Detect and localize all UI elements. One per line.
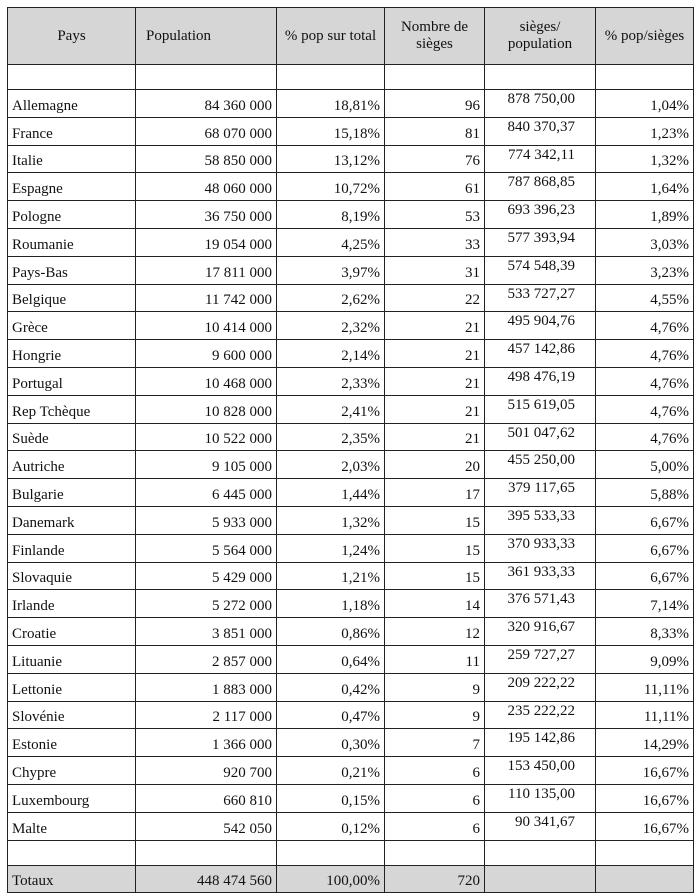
pct-pop-cell: 0,21% xyxy=(277,757,385,785)
country-cell: Suède xyxy=(8,423,136,451)
seats-cell: 20 xyxy=(385,451,485,479)
pct-pop-cell: 2,35% xyxy=(277,423,385,451)
population-cell: 84 360 000 xyxy=(136,90,277,118)
totals-seats: 720 xyxy=(385,865,485,892)
pct-pop-seats-cell: 4,55% xyxy=(596,284,694,312)
population-cell: 5 272 000 xyxy=(136,590,277,618)
country-cell: Lituanie xyxy=(8,645,136,673)
seats-per-population-cell: 153 450,00 xyxy=(485,757,596,785)
country-cell: Autriche xyxy=(8,451,136,479)
table-row xyxy=(8,618,694,646)
country-cell: Belgique xyxy=(8,284,136,312)
table-row xyxy=(8,673,694,701)
pct-pop-cell: 2,62% xyxy=(277,284,385,312)
pct-pop-cell: 0,86% xyxy=(277,618,385,646)
empty-cell xyxy=(277,65,385,90)
pct-pop-seats-cell: 1,89% xyxy=(596,201,694,229)
seats-per-population-cell: 379 117,65 xyxy=(485,479,596,507)
pct-pop-seats-cell: 16,67% xyxy=(596,757,694,785)
population-cell: 68 070 000 xyxy=(136,117,277,145)
country-cell: Pologne xyxy=(8,201,136,229)
pct-pop-cell: 3,97% xyxy=(277,256,385,284)
population-cell: 1 883 000 xyxy=(136,673,277,701)
pct-pop-cell: 0,64% xyxy=(277,645,385,673)
table-row xyxy=(8,340,694,368)
empty-cell xyxy=(485,65,596,90)
seats-per-population-cell: 774 342,11 xyxy=(485,145,596,173)
seats-cell: 21 xyxy=(385,340,485,368)
pct-pop-cell: 1,18% xyxy=(277,590,385,618)
header-pct-pop-sieges: % pop/sièges xyxy=(596,8,694,65)
pct-pop-cell: 2,32% xyxy=(277,312,385,340)
pct-pop-seats-cell: 5,88% xyxy=(596,479,694,507)
pct-pop-seats-cell: 4,76% xyxy=(596,312,694,340)
country-cell: Finlande xyxy=(8,534,136,562)
population-cell: 5 564 000 xyxy=(136,534,277,562)
empty-cell xyxy=(136,65,277,90)
seats-cell: 81 xyxy=(385,117,485,145)
seats-cell: 33 xyxy=(385,228,485,256)
table-row xyxy=(8,201,694,229)
seats-per-population-cell: 455 250,00 xyxy=(485,451,596,479)
country-cell: Espagne xyxy=(8,173,136,201)
country-cell: France xyxy=(8,117,136,145)
pct-pop-seats-cell: 16,67% xyxy=(596,812,694,840)
table-body xyxy=(8,65,694,893)
table-row xyxy=(8,534,694,562)
pct-pop-seats-cell: 14,29% xyxy=(596,729,694,757)
seats-per-population-cell: 90 341,67 xyxy=(485,812,596,840)
empty-cell xyxy=(596,65,694,90)
totals-ratio xyxy=(485,865,596,892)
seats-cell: 15 xyxy=(385,506,485,534)
seats-per-population-cell: 370 933,33 xyxy=(485,534,596,562)
pct-pop-cell: 10,72% xyxy=(277,173,385,201)
seats-cell: 61 xyxy=(385,173,485,201)
seats-cell: 9 xyxy=(385,673,485,701)
pct-pop-seats-cell: 5,00% xyxy=(596,451,694,479)
seats-per-population-cell: 361 933,33 xyxy=(485,562,596,590)
seats-cell: 96 xyxy=(385,90,485,118)
seats-per-population-cell: 498 476,19 xyxy=(485,367,596,395)
seats-per-population-cell: 574 548,39 xyxy=(485,256,596,284)
country-cell: Danemark xyxy=(8,506,136,534)
country-cell: Lettonie xyxy=(8,673,136,701)
pct-pop-cell: 2,41% xyxy=(277,395,385,423)
seats-cell: 9 xyxy=(385,701,485,729)
seats-cell: 31 xyxy=(385,256,485,284)
seats-cell: 76 xyxy=(385,145,485,173)
seats-cell: 12 xyxy=(385,618,485,646)
country-cell: Malte xyxy=(8,812,136,840)
table-row xyxy=(8,562,694,590)
pct-pop-cell: 0,15% xyxy=(277,784,385,812)
seats-per-population-cell: 320 916,67 xyxy=(485,618,596,646)
table-row xyxy=(8,590,694,618)
empty-cell xyxy=(277,840,385,865)
population-cell: 10 414 000 xyxy=(136,312,277,340)
seats-per-population-cell: 395 533,33 xyxy=(485,506,596,534)
seats-per-population-cell: 787 868,85 xyxy=(485,173,596,201)
table-row xyxy=(8,173,694,201)
seats-cell: 21 xyxy=(385,312,485,340)
table-row xyxy=(8,451,694,479)
seats-cell: 21 xyxy=(385,395,485,423)
pct-pop-cell: 0,12% xyxy=(277,812,385,840)
empty-cell xyxy=(136,840,277,865)
pct-pop-seats-cell: 4,76% xyxy=(596,367,694,395)
spacer-row-bottom xyxy=(8,840,694,865)
empty-cell xyxy=(8,65,136,90)
country-cell: Luxembourg xyxy=(8,784,136,812)
country-cell: Slovénie xyxy=(8,701,136,729)
table-row xyxy=(8,312,694,340)
pct-pop-seats-cell: 9,09% xyxy=(596,645,694,673)
seats-per-population-cell: 195 142,86 xyxy=(485,729,596,757)
header-sieges: Nombre de sièges xyxy=(385,8,485,65)
seats-per-population-cell: 577 393,94 xyxy=(485,228,596,256)
table-row xyxy=(8,701,694,729)
table-row xyxy=(8,645,694,673)
seats-cell: 17 xyxy=(385,479,485,507)
totals-row xyxy=(8,865,694,892)
pct-pop-seats-cell: 7,14% xyxy=(596,590,694,618)
seats-per-population-cell: 376 571,43 xyxy=(485,590,596,618)
population-cell: 48 060 000 xyxy=(136,173,277,201)
pct-pop-seats-cell: 1,23% xyxy=(596,117,694,145)
country-cell: Chypre xyxy=(8,757,136,785)
pct-pop-cell: 2,14% xyxy=(277,340,385,368)
seats-cell: 7 xyxy=(385,729,485,757)
pct-pop-seats-cell: 1,04% xyxy=(596,90,694,118)
population-cell: 660 810 xyxy=(136,784,277,812)
population-cell: 5 933 000 xyxy=(136,506,277,534)
population-cell: 10 522 000 xyxy=(136,423,277,451)
seats-cell: 21 xyxy=(385,423,485,451)
table-row xyxy=(8,757,694,785)
population-cell: 2 857 000 xyxy=(136,645,277,673)
population-cell: 9 105 000 xyxy=(136,451,277,479)
pct-pop-cell: 15,18% xyxy=(277,117,385,145)
table-row xyxy=(8,729,694,757)
pct-pop-seats-cell: 4,76% xyxy=(596,423,694,451)
population-cell: 17 811 000 xyxy=(136,256,277,284)
country-cell: Croatie xyxy=(8,618,136,646)
table-row xyxy=(8,228,694,256)
pct-pop-cell: 2,33% xyxy=(277,367,385,395)
seats-table xyxy=(7,7,694,893)
table-row xyxy=(8,395,694,423)
pct-pop-cell: 1,24% xyxy=(277,534,385,562)
spacer-row-top xyxy=(8,65,694,90)
pct-pop-seats-cell: 3,23% xyxy=(596,256,694,284)
seats-per-population-cell: 235 222,22 xyxy=(485,701,596,729)
seats-cell: 53 xyxy=(385,201,485,229)
population-cell: 3 851 000 xyxy=(136,618,277,646)
totals-pct: 100,00% xyxy=(277,865,385,892)
table-row xyxy=(8,256,694,284)
pct-pop-cell: 0,30% xyxy=(277,729,385,757)
pct-pop-cell: 0,47% xyxy=(277,701,385,729)
header-pays: Pays xyxy=(8,8,136,65)
seats-cell: 22 xyxy=(385,284,485,312)
country-cell: Portugal xyxy=(8,367,136,395)
pct-pop-seats-cell: 1,32% xyxy=(596,145,694,173)
seats-per-population-cell: 878 750,00 xyxy=(485,90,596,118)
country-cell: Roumanie xyxy=(8,228,136,256)
country-cell: Estonie xyxy=(8,729,136,757)
seats-per-population-cell: 259 727,27 xyxy=(485,645,596,673)
totals-label: Totaux xyxy=(8,865,136,892)
table-row xyxy=(8,367,694,395)
seats-cell: 11 xyxy=(385,645,485,673)
pct-pop-seats-cell: 11,11% xyxy=(596,673,694,701)
seats-per-population-cell: 515 619,05 xyxy=(485,395,596,423)
table-row xyxy=(8,145,694,173)
seats-cell: 15 xyxy=(385,562,485,590)
seats-per-population-cell: 501 047,62 xyxy=(485,423,596,451)
seats-per-population-cell: 495 904,76 xyxy=(485,312,596,340)
pct-pop-cell: 1,44% xyxy=(277,479,385,507)
country-cell: Irlande xyxy=(8,590,136,618)
country-cell: Bulgarie xyxy=(8,479,136,507)
pct-pop-seats-cell: 4,76% xyxy=(596,395,694,423)
seats-per-population-cell: 533 727,27 xyxy=(485,284,596,312)
country-cell: Grèce xyxy=(8,312,136,340)
table-row xyxy=(8,423,694,451)
country-cell: Rep Tchèque xyxy=(8,395,136,423)
seats-cell: 14 xyxy=(385,590,485,618)
pct-pop-seats-cell: 6,67% xyxy=(596,534,694,562)
country-cell: Pays-Bas xyxy=(8,256,136,284)
seats-per-population-cell: 110 135,00 xyxy=(485,784,596,812)
table-header xyxy=(8,8,694,65)
pct-pop-cell: 13,12% xyxy=(277,145,385,173)
totals-pct-pop-seats xyxy=(596,865,694,892)
seats-cell: 6 xyxy=(385,812,485,840)
seats-cell: 6 xyxy=(385,784,485,812)
country-cell: Italie xyxy=(8,145,136,173)
table-row xyxy=(8,784,694,812)
table-row xyxy=(8,812,694,840)
population-cell: 10 468 000 xyxy=(136,367,277,395)
empty-cell xyxy=(485,840,596,865)
table-row xyxy=(8,506,694,534)
seats-cell: 21 xyxy=(385,367,485,395)
table-row xyxy=(8,284,694,312)
pct-pop-cell: 18,81% xyxy=(277,90,385,118)
population-cell: 58 850 000 xyxy=(136,145,277,173)
population-cell: 36 750 000 xyxy=(136,201,277,229)
seats-per-population-cell: 209 222,22 xyxy=(485,673,596,701)
pct-pop-cell: 2,03% xyxy=(277,451,385,479)
population-cell: 5 429 000 xyxy=(136,562,277,590)
seats-per-population-cell: 693 396,23 xyxy=(485,201,596,229)
empty-cell xyxy=(596,840,694,865)
country-cell: Slovaquie xyxy=(8,562,136,590)
pct-pop-seats-cell: 11,11% xyxy=(596,701,694,729)
header-row xyxy=(8,8,694,65)
population-cell: 9 600 000 xyxy=(136,340,277,368)
seats-cell: 15 xyxy=(385,534,485,562)
pct-pop-cell: 1,32% xyxy=(277,506,385,534)
pct-pop-seats-cell: 8,33% xyxy=(596,618,694,646)
pct-pop-seats-cell: 16,67% xyxy=(596,784,694,812)
empty-cell xyxy=(385,840,485,865)
country-cell: Hongrie xyxy=(8,340,136,368)
pct-pop-seats-cell: 3,03% xyxy=(596,228,694,256)
table-row xyxy=(8,90,694,118)
population-cell: 542 050 xyxy=(136,812,277,840)
totals-population: 448 474 560 xyxy=(136,865,277,892)
pct-pop-seats-cell: 6,67% xyxy=(596,562,694,590)
population-cell: 920 700 xyxy=(136,757,277,785)
table-row xyxy=(8,117,694,145)
empty-cell xyxy=(385,65,485,90)
population-cell: 2 117 000 xyxy=(136,701,277,729)
population-cell: 6 445 000 xyxy=(136,479,277,507)
empty-cell xyxy=(8,840,136,865)
header-sieges-population: sièges/ population xyxy=(485,8,596,65)
table-row xyxy=(8,479,694,507)
header-population: Population xyxy=(136,8,277,65)
population-cell: 19 054 000 xyxy=(136,228,277,256)
population-cell: 1 366 000 xyxy=(136,729,277,757)
population-cell: 10 828 000 xyxy=(136,395,277,423)
pct-pop-seats-cell: 1,64% xyxy=(596,173,694,201)
pct-pop-cell: 1,21% xyxy=(277,562,385,590)
country-cell: Allemagne xyxy=(8,90,136,118)
pct-pop-cell: 8,19% xyxy=(277,201,385,229)
seats-cell: 6 xyxy=(385,757,485,785)
header-pct-pop: % pop sur total xyxy=(277,8,385,65)
pct-pop-seats-cell: 6,67% xyxy=(596,506,694,534)
pct-pop-cell: 0,42% xyxy=(277,673,385,701)
seats-per-population-cell: 457 142,86 xyxy=(485,340,596,368)
pct-pop-cell: 4,25% xyxy=(277,228,385,256)
seats-per-population-cell: 840 370,37 xyxy=(485,117,596,145)
population-cell: 11 742 000 xyxy=(136,284,277,312)
pct-pop-seats-cell: 4,76% xyxy=(596,340,694,368)
